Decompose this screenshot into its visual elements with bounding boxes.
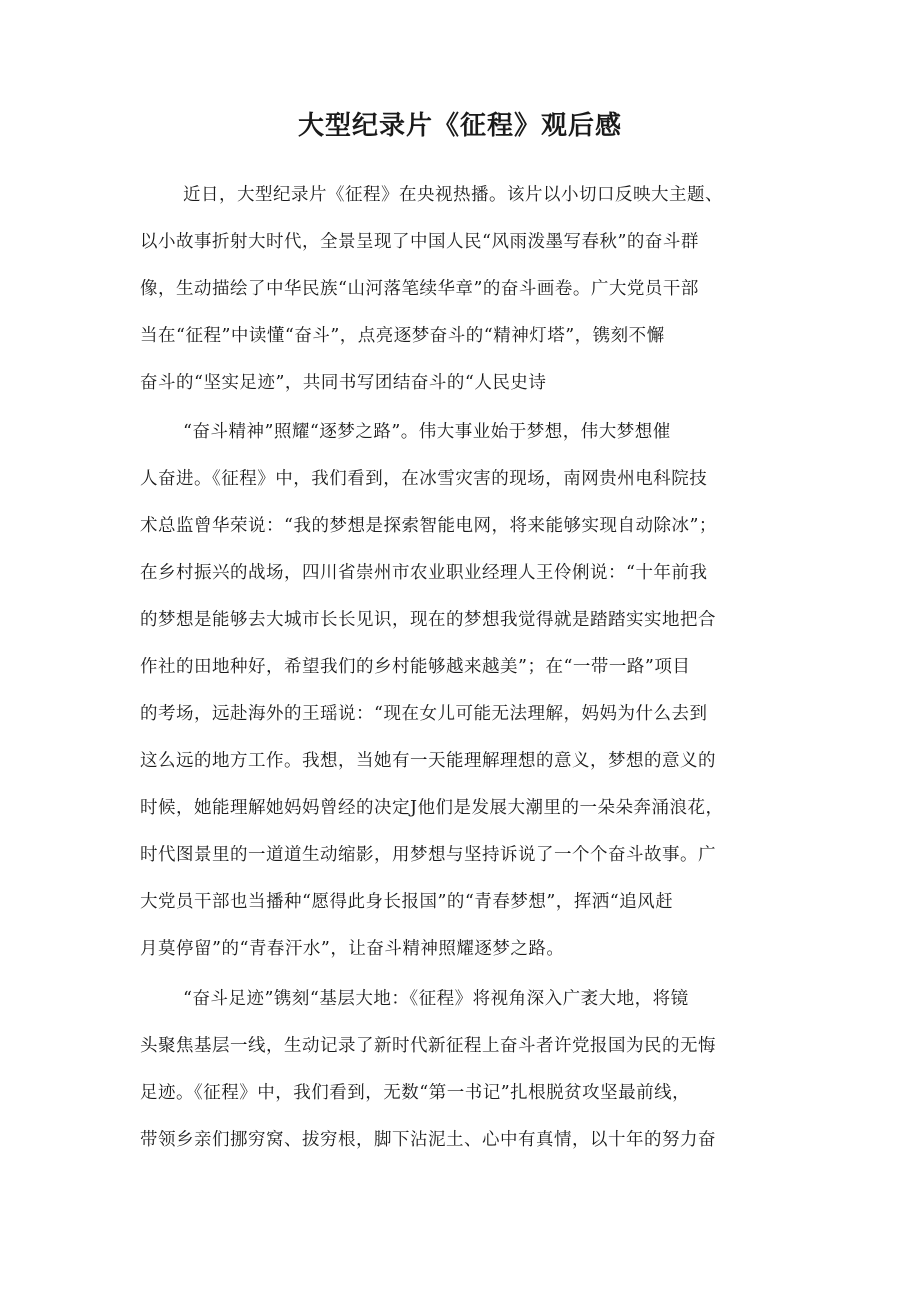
paragraph-3-line-2: 头聚焦基层一线，生动记录了新时代新征程上奋斗者许党报国为民的无悔 (140, 1036, 716, 1056)
paragraph-2-line-10: 时代图景里的一道道生动缩影，用梦想与坚持诉说了一个个奋斗故事。广 (140, 845, 716, 865)
paragraph-2-line-8: 这么远的地方工作。我想，当她有一天能理解理想的意义，梦想的意义的 (140, 751, 716, 771)
paragraph-3-line-1: “奋斗足迹”镌刻“基层大地：《征程》将视角深入广袤大地，将镜 (183, 989, 689, 1009)
paragraph-1-line-4: 当在“征程”中读懂“奋斗”，点亮逐梦奋斗的“精神灯塔”，镌刻不懈 (140, 326, 665, 346)
paragraph-3-line-3: 足迹。《征程》中，我们看到，无数“第一书记”扎根脱贫攻坚最前线， (140, 1083, 691, 1103)
paragraph-2-line-12: 月莫停留”的“青春汗水”，让奋斗精神照耀逐梦之路。 (140, 939, 565, 959)
paragraph-2-line-3: 术总监曾华荣说：“我的梦想是探索智能电网，将来能够实现自动除冰”； (140, 516, 717, 536)
paragraph-2-line-7: 的考场，远赴海外的王瑶说：“现在女儿可能无法理解，妈妈为什么去到 (140, 704, 708, 724)
paragraph-2-line-2: 人奋进。《征程》中，我们看到，在冰雪灾害的现场，南网贵州电科院技 (140, 469, 708, 489)
document-title: 大型纪录片《征程》观后感 (297, 111, 622, 141)
paragraph-1-line-2: 以小故事折射大时代，全景呈现了中国人民“风雨泼墨写春秋”的奋斗群 (140, 232, 699, 252)
paragraph-2-line-5: 的梦想是能够去大城市长长见识，现在的梦想我觉得就是踏踏实实地把合 (140, 610, 716, 630)
paragraph-2-line-1: “奋斗精神”照耀“逐梦之路”。伟大事业始于梦想，伟大梦想催 (183, 422, 671, 442)
paragraph-2-line-9: 时候，她能理解她妈妈曾经的决定J他们是发展大潮里的一朵朵奔涌浪花， (140, 798, 724, 818)
paragraph-2-line-11: 大党员干部也当播种“愿得此身长报国”的“青春梦想”，挥洒“追风赶 (140, 892, 674, 912)
paragraph-3-line-4: 带领乡亲们挪穷窝、拔穷根，脚下沾泥土、心中有真情，以十年的努力奋 (140, 1130, 716, 1150)
paragraph-1-line-1: 近日，大型纪录片《征程》在央视热播。该片以小切口反映大主题、 (183, 185, 723, 205)
paragraph-1-line-3: 像，生动描绘了中华民族“山河落笔续华章”的奋斗画卷。广大党员干部 (140, 279, 699, 299)
paragraph-2-line-6: 作社的田地种好，希望我们的乡村能够越来越美”；在“一带一路”项目 (140, 657, 691, 677)
paragraph-2-line-4: 在乡村振兴的战场，四川省崇州市农业职业经理人王伶俐说：“十年前我 (140, 563, 708, 583)
paragraph-1-line-5: 奋斗的“坚实足迹”，共同书写团结奋斗的“人民史诗 (140, 373, 547, 393)
